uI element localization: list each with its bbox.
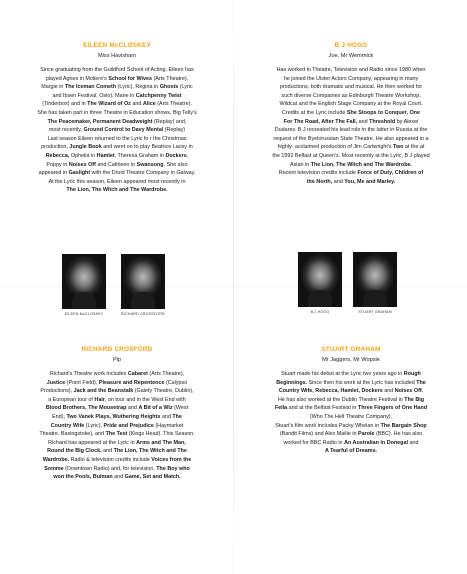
bio-line — [12, 178, 222, 187]
bio-text: She has taken part in three Theatre in Education shows, Big Telly's — [37, 109, 197, 116]
bio-line — [246, 92, 456, 101]
photo-caption: RICHARD CROSSFORD — [121, 312, 165, 316]
bio-text: (Haymarket — [153, 422, 184, 429]
bio-title-text: An Australian in Donegal — [344, 439, 408, 446]
bio-text: and — [332, 178, 345, 185]
bio-text: Credits at the Lyric include — [282, 109, 347, 116]
bio-title-text: The Lion, The Witch and The — [113, 448, 187, 455]
bio-text: He has also worked at the Dublin Theatre Festival in — [277, 396, 405, 403]
bio-text: such diverse Companies as Edinburgh Theatre Workshop, — [281, 92, 421, 99]
bio-line — [246, 404, 456, 413]
bio-text: he joined the Ulster Actors Company, appearing in many — [283, 75, 419, 82]
bio-line — [12, 456, 222, 465]
bio-text: and — [126, 405, 139, 412]
bio-text: and — [101, 448, 114, 455]
bio-line — [12, 169, 222, 178]
bio-title-text: The Peacemaker, Permanent Deadweight — [47, 118, 153, 125]
bio-title-text: The Wizard of Oz — [87, 101, 131, 108]
bio-title-text: Catchpenny Twist — [135, 92, 182, 99]
bio-line — [246, 178, 456, 187]
bio-title-text: Hamlet — [96, 152, 115, 159]
bio-text: (Bandit Films) and Alex Mailie in — [279, 431, 359, 438]
bio-title-text: Dockers — [165, 152, 187, 159]
bio-text: at the at — [403, 144, 425, 151]
actor-bio — [246, 66, 456, 186]
bio-line — [12, 152, 222, 161]
actor-role: Pip — [112, 357, 122, 363]
bio-title-text: You, Me and Marley. — [344, 178, 396, 185]
bio-text: played Agnes in Moliere's — [45, 75, 109, 82]
bio-title-text: Noises Off. — [394, 388, 424, 395]
bio-text: Richard has appeared at the Lyric in — [48, 439, 137, 446]
actor-bio — [12, 66, 222, 195]
bio-text: most recently, — [48, 127, 84, 134]
bio-line — [12, 465, 222, 474]
actor-name: STUART GRAHAM — [321, 346, 381, 353]
bio-title-text: School for Wives — [108, 75, 152, 82]
photo-caption: STUART GRAHAM — [358, 310, 392, 314]
bio-text: and — [160, 413, 173, 420]
bio-text: request of the Byelorussian State Theatre. He also appeared in a — [273, 135, 429, 142]
bio-line — [12, 473, 222, 482]
bio-text: (Calypso — [164, 379, 188, 386]
bio-text: Recent television credits include — [278, 170, 358, 177]
profile-bj-hogg — [246, 42, 456, 186]
bio-text: Stuart made his debut at the Lyric two years ago in — [281, 371, 404, 377]
actor-role: Mr Jaggers, Mr Wopsle — [322, 357, 380, 363]
bio-text: and — [407, 439, 419, 446]
bio-line — [12, 422, 222, 431]
bio-title-text: Swansong — [136, 161, 164, 168]
headshot-bj-hogg — [298, 252, 342, 307]
bio-line — [12, 430, 222, 439]
headshot-stuart-graham — [353, 252, 397, 307]
bio-title-text: For The Road, After The Fall, — [283, 118, 358, 125]
bio-text: (Replay) and, — [152, 118, 187, 125]
actor-bio — [12, 370, 222, 482]
bio-title-text: A Tearful of Dreams. — [324, 448, 378, 455]
actor-name: B J HOGG — [334, 42, 368, 49]
bio-title-text: Rough — [403, 371, 421, 377]
bio-text: highly- acclaimed production of Jim Cartwright's — [277, 144, 394, 151]
bio-title-text: Country Wife, Rebecca, Hamlet, Dockers — [278, 388, 383, 395]
bio-title-text: Two — [393, 144, 404, 151]
actor-role: Miss Havisham — [98, 53, 136, 59]
bio-text: Radio & television credits include — [69, 456, 152, 463]
actor-name: RICHARD CROSFORD — [81, 346, 153, 353]
bio-text: Richard's Theatre work includes — [49, 371, 128, 377]
bio-line — [12, 447, 222, 456]
bio-text: Since graduating from the Guildford School of Acting, Eileen has — [40, 67, 194, 73]
bio-line — [246, 83, 456, 92]
bio-title-text: Alice — [142, 101, 156, 108]
bio-line — [246, 447, 456, 456]
headshot-richard-crossford — [121, 254, 165, 309]
bio-text: and at the Belfast Festival in — [287, 405, 358, 412]
bio-text: (Point Field), — [65, 379, 99, 386]
bio-title-text: Rebecca, — [45, 152, 70, 159]
bio-line — [12, 135, 222, 144]
bio-title-text: Threshold — [369, 118, 396, 125]
bio-title-text: Noises Off — [68, 161, 96, 168]
bio-text: Ophelia in — [69, 152, 97, 159]
bio-line — [246, 379, 456, 388]
bio-title-text: Fella — [274, 405, 288, 412]
bio-title-text: Cabaret — [127, 371, 148, 377]
bio-line — [12, 439, 222, 448]
bio-text: and — [357, 118, 370, 125]
bio-line — [246, 118, 456, 127]
bio-text: (BBC). He has also — [374, 431, 423, 438]
bio-line — [246, 396, 456, 405]
bio-line — [12, 75, 222, 84]
bio-title-text: Hair — [94, 396, 105, 403]
bio-title-text: The Iceman Cometh — [64, 84, 117, 91]
bio-title-text: Parole — [358, 431, 375, 438]
headshot-eileen-mccloskey — [62, 254, 106, 309]
page-fold — [233, 0, 234, 574]
bio-text: and — [130, 101, 143, 108]
bio-line — [246, 100, 456, 109]
bio-text: (Kings Head). This Season, — [127, 431, 195, 438]
bio-text: (Lyric), Regina in — [116, 84, 160, 91]
bio-title-text: Jungle Book — [69, 144, 102, 151]
bio-text: productions, both dramatic and musical. He then worked for — [279, 84, 423, 91]
bio-title-text: Justice — [46, 379, 66, 386]
bio-text: Dudarev. B J recreated his lead role in the latter in Russia at the — [274, 127, 428, 134]
bio-title-text: The Boy who — [156, 465, 190, 472]
bio-text: , — [186, 152, 189, 159]
bio-text: and — [382, 388, 395, 395]
bio-line — [12, 379, 222, 388]
bio-title-text: The Bargain Shop — [380, 422, 427, 429]
bio-text: by Alexei — [395, 118, 419, 125]
bio-line — [246, 370, 456, 379]
bio-line — [246, 66, 456, 75]
bio-line — [12, 83, 222, 92]
bio-line — [246, 126, 456, 135]
bio-text: and Ibsen Festival, Oslo), Marie in — [52, 92, 136, 99]
bio-text: (Lyric — [178, 84, 193, 91]
bio-text: Wildcat and the English Stage Company at the Royal Court. — [279, 101, 423, 108]
bio-text: worked for BBC Radio in — [283, 439, 345, 446]
bio-line — [246, 387, 456, 396]
bio-text: . She also — [163, 161, 188, 168]
bio-text: and — [112, 474, 125, 481]
bio-title-text: Round the Big Clock, — [47, 448, 102, 455]
bio-title-text: Beginnings. — [276, 379, 308, 386]
bio-text: (Downtown Radio) and, for television, — [63, 465, 157, 472]
bio-text: (Arts Theatre), — [152, 75, 189, 82]
bio-text: , on tour and in the West End with — [104, 396, 186, 403]
bio-text: At the Lyric this season, Eileen appeared most recently in — [48, 178, 186, 185]
bio-line — [12, 396, 222, 405]
bio-text: (Arts Theatre). — [155, 101, 192, 108]
bio-text: Theatre, Basingstoke), and — [39, 431, 106, 438]
bio-line — [12, 118, 222, 127]
bio-line — [246, 161, 456, 170]
photo-caption: B.J HOGG — [310, 310, 330, 314]
bio-title-text: She Stoops to Conquer, One — [346, 109, 420, 116]
bio-text: production, — [41, 144, 70, 151]
bio-text: appeared in — [38, 170, 69, 177]
bio-title-text: the North, — [306, 178, 333, 185]
bio-title-text: Game, Set and Match. — [124, 474, 181, 481]
bio-line — [12, 100, 222, 109]
bio-title-text: The — [172, 413, 182, 420]
actor-role: Joe, Mr Wemmick — [328, 53, 374, 59]
bio-text: End), — [52, 413, 67, 420]
bio-text: Since then his work at the Lyric has included — [307, 379, 417, 386]
actor-name: EILEEN McCLOSKEY — [83, 42, 151, 49]
bio-title-text: Voices from the — [151, 456, 192, 463]
bio-title-text: The — [416, 379, 426, 386]
bio-line — [246, 169, 456, 178]
bio-line — [246, 413, 456, 422]
bio-title-text: Two Vanek Plays, Wuthering Heights — [66, 413, 161, 420]
bio-text: (Replay) — [163, 127, 186, 134]
bio-line — [12, 109, 222, 118]
bio-title-text: The Big — [404, 396, 425, 403]
bio-line — [12, 370, 222, 379]
bio-line — [246, 430, 456, 439]
bio-line — [246, 135, 456, 144]
bio-line — [12, 387, 222, 396]
bio-text: (Tinderbox) and in — [42, 101, 88, 108]
bio-title-text: Wardrobe. — [42, 456, 70, 463]
bio-title-text: A Bit of a Wiz — [138, 405, 173, 412]
bio-title-text: Ground Control to Davy Mental — [83, 127, 164, 134]
bio-text: Productions), — [40, 388, 74, 395]
bio-text: (Who The Hell Theatre Company). — [309, 413, 393, 420]
bio-text: (Arts Theatre), — [147, 371, 185, 377]
bio-line — [12, 161, 222, 170]
bio-line — [12, 126, 222, 135]
bio-title-text: Gaslight — [68, 170, 91, 177]
bio-text: (West — [172, 405, 189, 412]
profile-richard-crosford — [12, 346, 222, 482]
bio-text: and Cathleen in — [95, 161, 137, 168]
bio-text: a European tour of — [48, 396, 95, 403]
bio-title-text: Arms and The Man, — [136, 439, 186, 446]
bio-title-text: The Lion, The Witch and The Wardrobe. — [66, 187, 168, 194]
bio-line — [246, 109, 456, 118]
bio-line — [246, 439, 456, 448]
bio-text: (Gaiety Theatre, Dublin), — [133, 388, 194, 395]
bio-text: (Lyric), — [84, 422, 104, 429]
bio-line — [12, 413, 222, 422]
bio-text: Last season Eileen returned to the Lyric fo r the Christmas — [47, 135, 187, 142]
bio-title-text: Force of Duty, Children of — [357, 170, 424, 177]
bio-title-text: Jack and the Beanstalk — [73, 388, 134, 395]
bio-text: Poppy in — [46, 161, 69, 168]
bio-line — [246, 75, 456, 84]
bio-line — [12, 186, 222, 195]
bio-line — [12, 92, 222, 101]
bio-text: Margie in — [41, 84, 65, 91]
bio-line — [12, 66, 222, 75]
bio-text: , Theresa Graham in — [114, 152, 166, 159]
bio-title-text: won the Pools, Bulman — [53, 474, 113, 481]
bio-text: Has worked in Theatre, Television and Radio since 1980 when — [276, 67, 426, 73]
bio-title-text: Pride and Prejudice — [103, 422, 154, 429]
bio-title-text: Somme — [44, 465, 64, 472]
bio-title-text: Country Wife — [50, 422, 85, 429]
bio-line — [12, 143, 222, 152]
bio-title-text: The Lion, The Witch and The Wardrobe. — [310, 161, 412, 168]
bio-text: with the Druid Theatre Company in Galway. — [90, 170, 196, 177]
bio-line — [246, 143, 456, 152]
bio-line — [246, 422, 456, 431]
bio-title-text: Blood Brothers, The Mousetrap — [45, 405, 127, 412]
bio-title-text: Pleasure and Repentence — [98, 379, 165, 386]
bio-title-text: The Test — [105, 431, 128, 438]
actor-bio — [246, 370, 456, 456]
bio-text: Stuart's film work includes Packy Whelan in — [275, 422, 381, 429]
bio-text: Aslan in — [290, 161, 311, 168]
profile-stuart-graham — [246, 346, 456, 456]
photo-caption: EILEEN McCLOSKEY — [64, 312, 104, 316]
bio-line — [12, 404, 222, 413]
bio-title-text: Three Fingers of One Hand — [357, 405, 428, 412]
bio-line — [246, 152, 456, 161]
bio-title-text: Ghosts — [159, 84, 179, 91]
profile-eileen-mccloskey — [12, 42, 222, 195]
bio-text: the 1992 Belfast at Queen's. Most recently at the Lyric, B J played — [272, 152, 430, 159]
bio-text: and went on to play Beatrice Lacey in — [101, 144, 193, 151]
